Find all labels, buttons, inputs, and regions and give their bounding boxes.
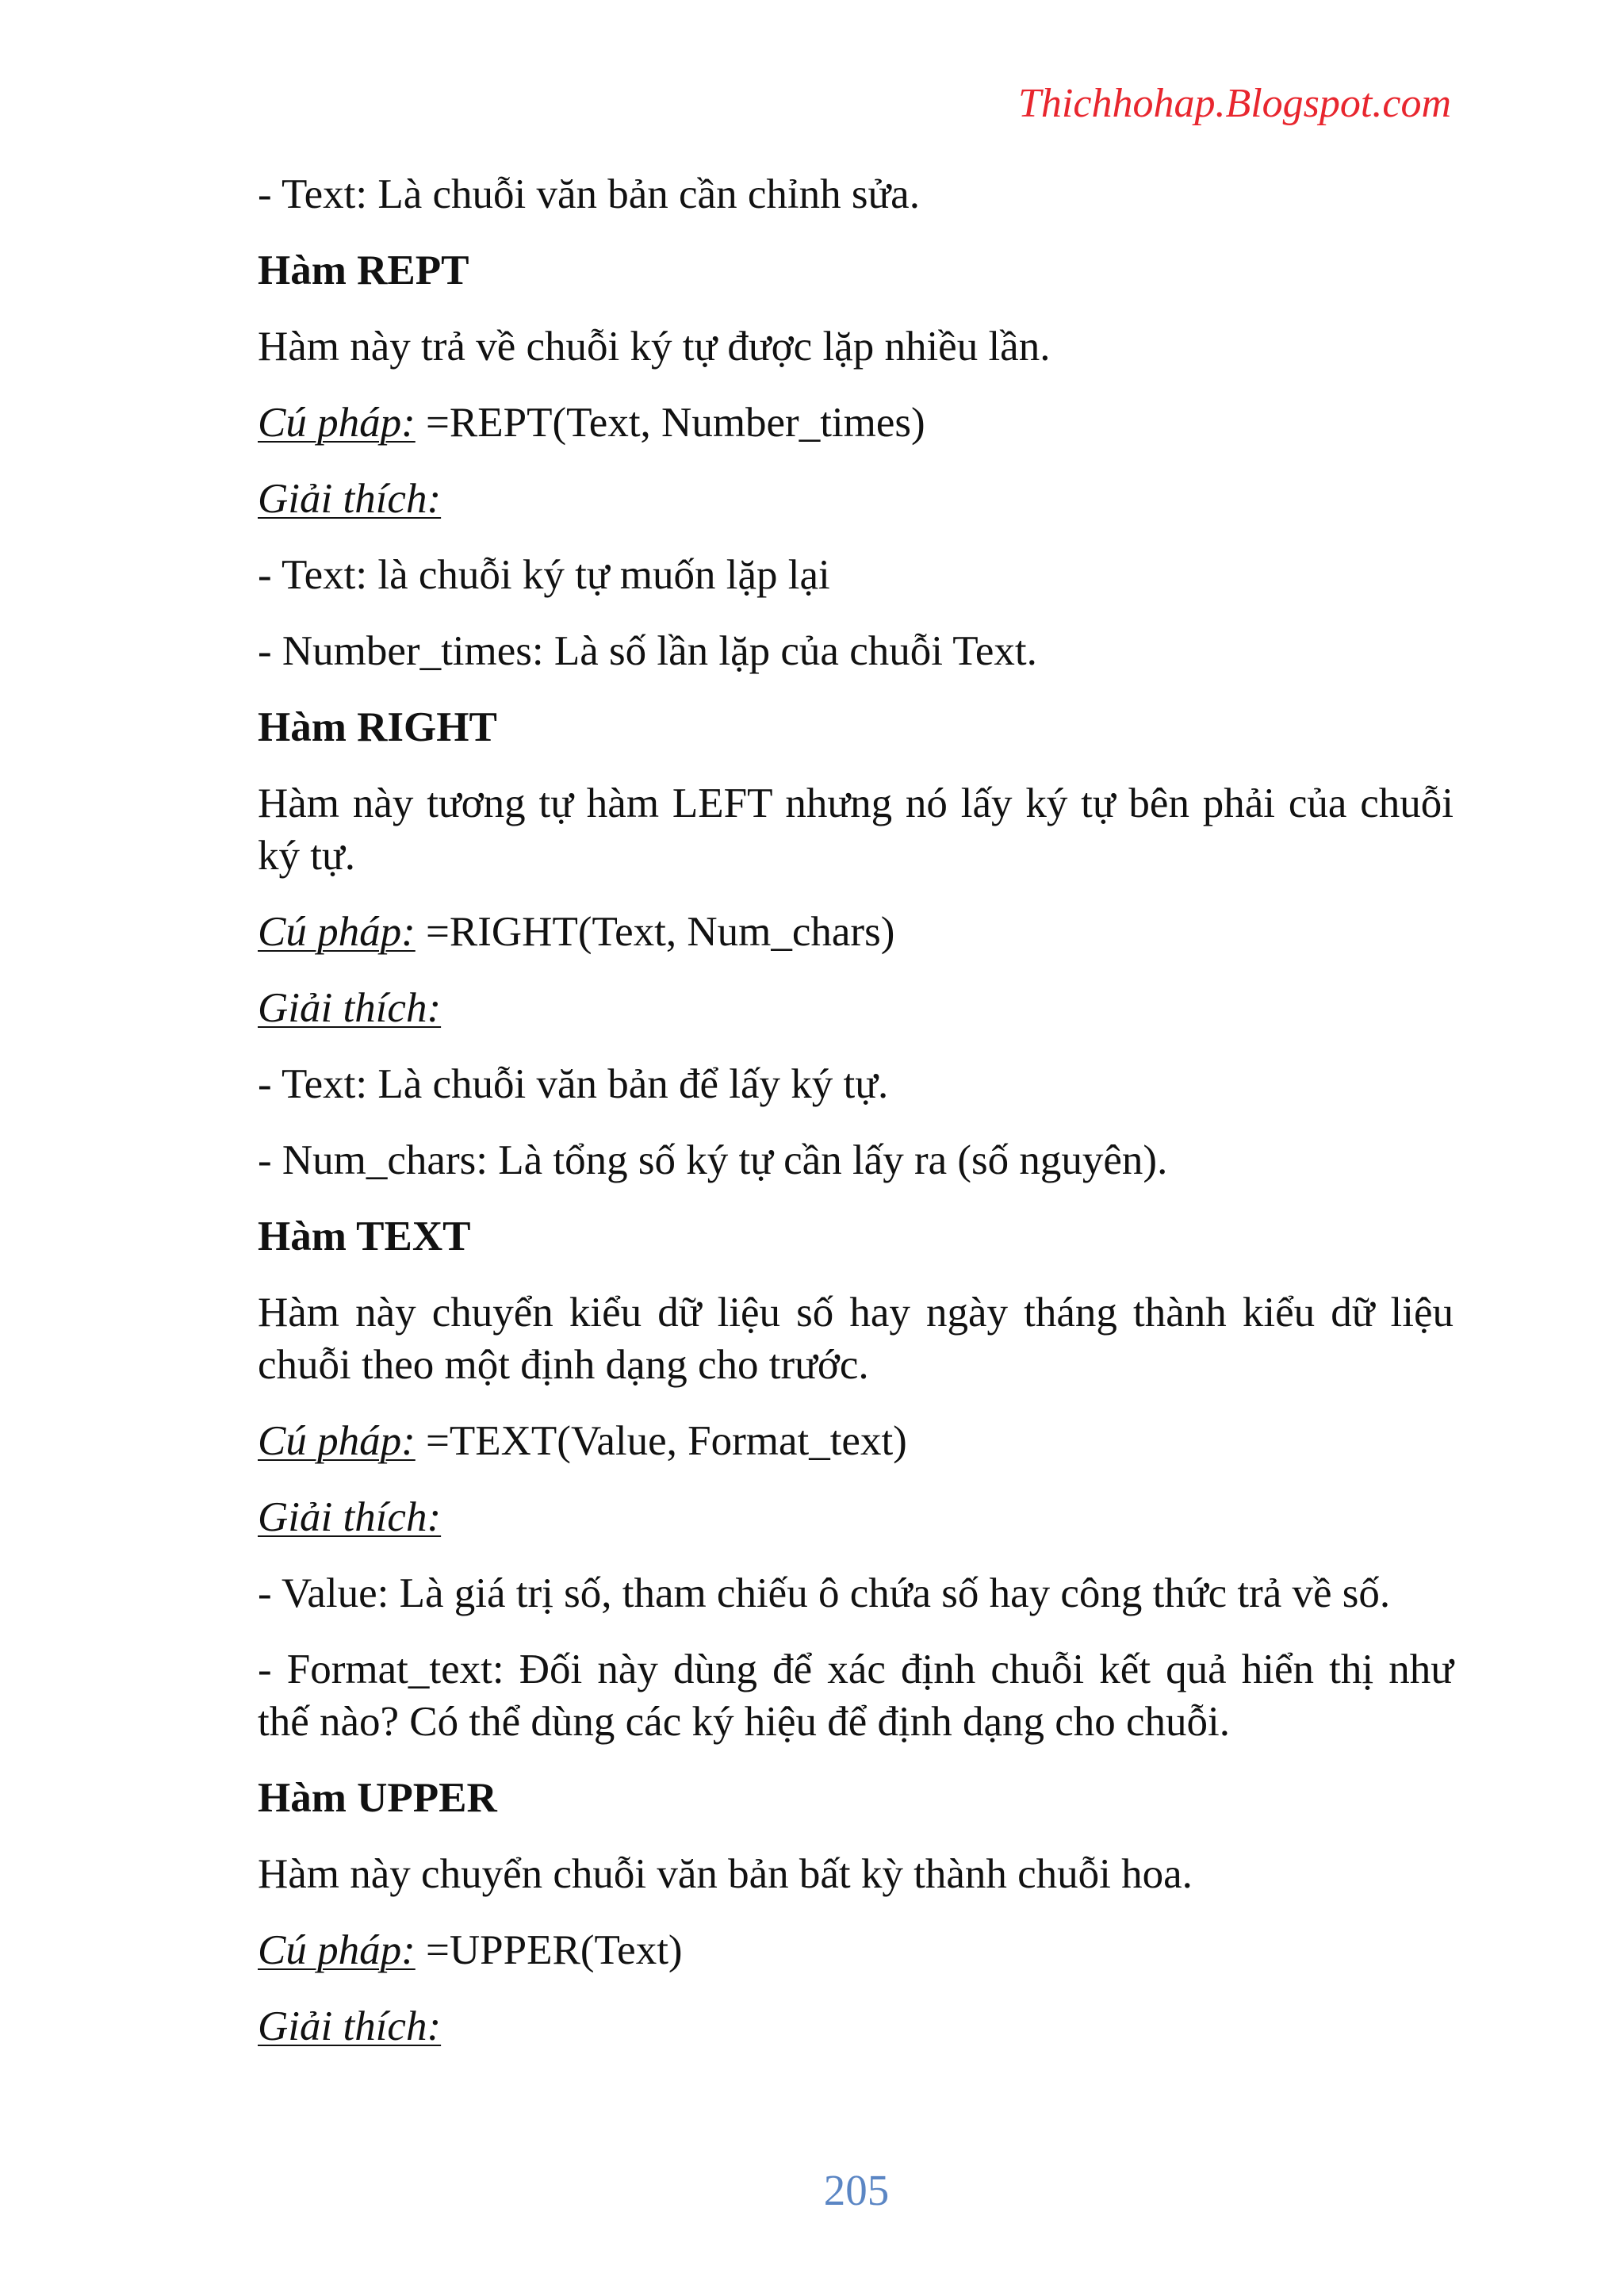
page-number: 205 (823, 2166, 890, 2214)
text-arg-1: - Value: Là giá trị số, tham chiếu ô chứa số hay công thức trả về số. (258, 1570, 1391, 1616)
right-syntax (258, 906, 1454, 958)
upper-heading: Hàm UPPER (258, 1775, 497, 1821)
text-arg-line: - Text: Là chuỗi văn bản cần chỉnh sửa. (258, 171, 920, 217)
right-arg-2: - Num_chars: Là tổng số ký tự cần lấy ra (số nguyên). (258, 1137, 1168, 1183)
page-content (258, 168, 1454, 2076)
right-explain (258, 982, 1454, 1034)
rept-syntax-formula: =REPT(Text, Number_times) (415, 400, 925, 446)
right-explain-label: Giải thích: (258, 985, 442, 1031)
rept-arg-1: - Text: là chuỗi ký tự muốn lặp lại (258, 552, 830, 598)
rept-explain (258, 473, 1454, 525)
rept-arg-2: - Number_times: Là số lần lặp của chuỗi Text. (258, 628, 1037, 674)
upper-explain (258, 2000, 1454, 2053)
text-syntax-formula: =TEXT(Value, Format_text) (415, 1418, 907, 1464)
rept-description: Hàm này trả về chuỗi ký tự được lặp nhiều lần. (258, 324, 1051, 370)
rept-heading: Hàm REPT (258, 247, 469, 293)
right-arg-1: - Text: Là chuỗi văn bản để lấy ký tự. (258, 1061, 889, 1107)
upper-syntax (258, 1924, 1454, 1976)
text-heading: Hàm TEXT (258, 1213, 471, 1259)
right-heading: Hàm RIGHT (258, 704, 497, 750)
header-site-link: Thichhohap.Blogspot.com (1018, 81, 1451, 126)
rept-syntax (258, 397, 1454, 449)
text-arg-2: - Format_text: Đối này dùng để xác định chuỗi kết quả hiển thị như thế nào? Có thể dùng các ký hiệu để định dạng cho chuỗi. (258, 1646, 1454, 1745)
upper-syntax-formula: =UPPER(Text) (415, 1927, 683, 1973)
right-description: Hàm này tương tự hàm LEFT nhưng nó lấy ký tự bên phải của chuỗi ký tự. (258, 780, 1454, 879)
right-syntax-label: Cú pháp: (258, 909, 416, 955)
upper-explain-label: Giải thích: (258, 2003, 442, 2049)
rept-explain-label: Giải thích: (258, 476, 442, 522)
rept-syntax-label: Cú pháp: (258, 400, 416, 446)
text-syntax-label: Cú pháp: (258, 1418, 416, 1464)
right-syntax-formula: =RIGHT(Text, Num_chars) (415, 909, 895, 955)
text-syntax (258, 1415, 1454, 1467)
upper-description: Hàm này chuyển chuỗi văn bản bất kỳ thành chuỗi hoa. (258, 1851, 1193, 1897)
upper-syntax-label: Cú pháp: (258, 1927, 416, 1973)
text-explain-label: Giải thích: (258, 1494, 442, 1540)
text-explain (258, 1491, 1454, 1543)
text-description: Hàm này chuyển kiểu dữ liệu số hay ngày tháng thành kiểu dữ liệu chuỗi theo một định dạng cho trước. (258, 1290, 1454, 1388)
